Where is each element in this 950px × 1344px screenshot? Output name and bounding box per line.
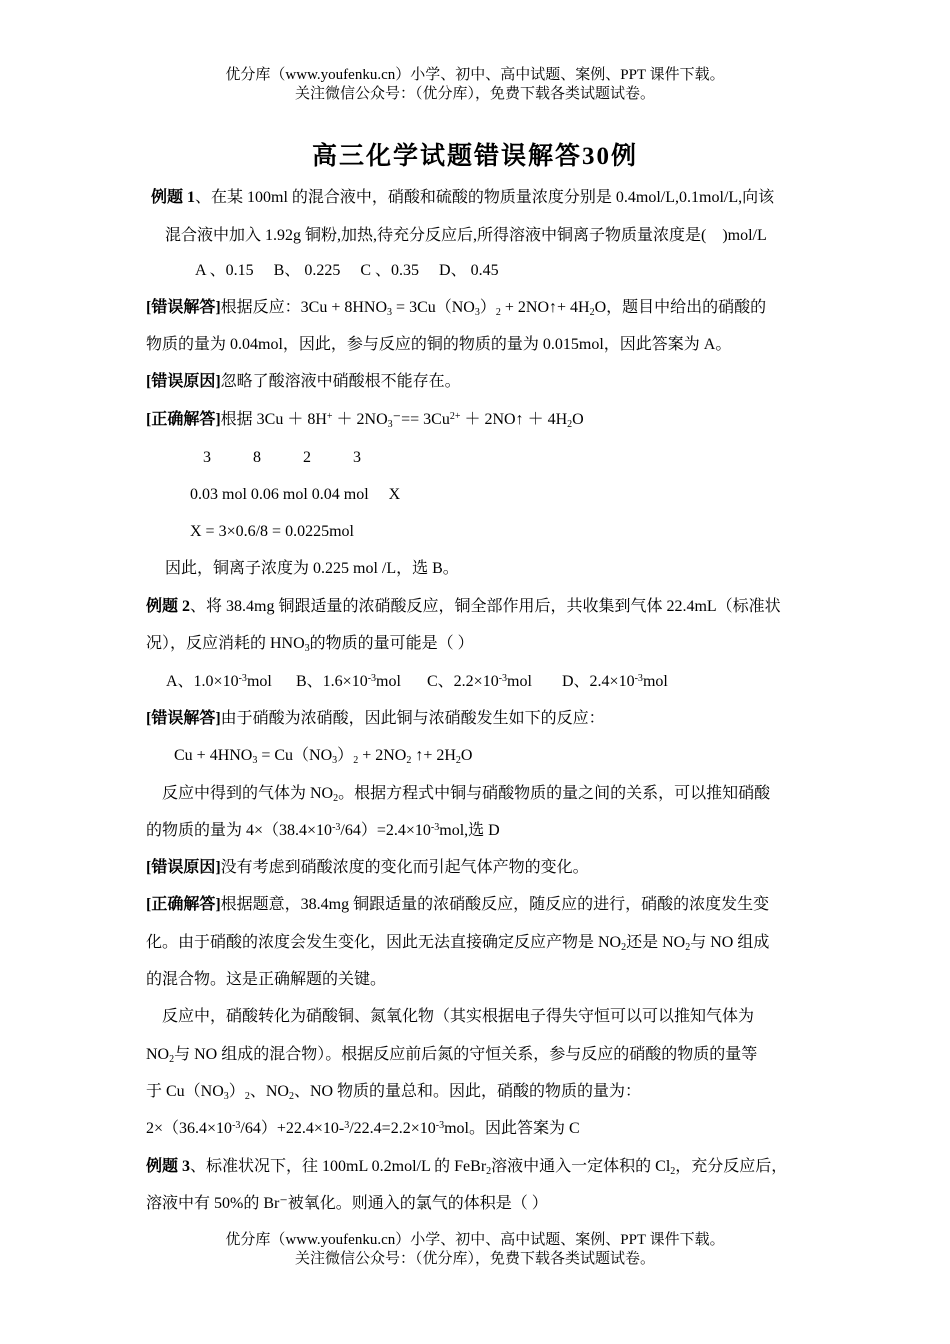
- footer-line-2: 关注微信公众号：（优分库），免费下载各类试题试卷。: [294, 1251, 655, 1267]
- q2-text-line-1: 例题 2、将 38.4mg 铜跟适量的浓硝酸反应，铜全部作用后，共收集到气体 22.4mL（标准状: [146, 598, 781, 615]
- footer-line-1: 优分库（www.youfenku.cn）小学、初中、高中试题、案例、PPT 课件下载。: [225, 1232, 725, 1248]
- header-line-1: 优分库（www.youfenku.cn）小学、初中、高中试题、案例、PPT 课件下载。: [225, 67, 725, 83]
- q1-right-answer: [正确解答]根据 $3Cu + 8H^+ + 2NO_3^-== 3Cu^{2+}$ ＋ 2NO↑ ＋ $4H_2O$: [146, 411, 584, 430]
- q2-option-c: C、$2.2\times 10^{-3}mol$: [427, 673, 532, 690]
- q2-equation: $Cu + 4HNO_3 = Cu(NO_3)_2 + 2NO_2$ ↑+ $2H_2O$: [174, 747, 473, 766]
- q2-option-d: D、$2.4\times 10^{-3}mol$: [562, 673, 668, 690]
- page-title: 高三化学试题错误解答30例: [311, 143, 638, 170]
- q2-gas-line: 反应中得到的气体为 $NO_2$。根据方程式中铜与硝酸物质的量之间的关系，可以推知硝酸: [162, 785, 771, 804]
- header-line-2: 关注微信公众号：（优分库），免费下载各类试题试卷。: [294, 86, 655, 102]
- q1-wrong-answer-line-2: 物质的量为 0.04mol，因此，参与反应的铜的物质的量为 0.015mol，因此答案为 A。: [146, 336, 732, 353]
- q2-paragraph-line-1: 反应中，硝酸转化为硝酸铜、氮氧化物（其实根据电子得失守恒可以可以推知气体为: [162, 1008, 755, 1025]
- q2-amount-line: 的物质的量为 $4\times(38.4\times 10^{-3}/64)=2.4\times 10^{-3}mol$,选 D: [146, 822, 500, 839]
- q1-amounts: 0.03 mol 0.06 mol 0.04 mol X: [190, 486, 401, 503]
- q2-right-answer-line-1: [正确解答]根据题意，38.4mg 铜跟适量的浓硝酸反应，随反应的进行，硝酸的浓度发生变: [146, 896, 770, 913]
- q1-options: A 、0.15 B、 0.225 C 、0.35 D、 0.45: [195, 262, 499, 279]
- q1-calc: X = 3×0.6/8 = 0.0225mol: [190, 523, 354, 540]
- q1-text-line-1: 例题 1、在某 100ml 的混合液中，硝酸和硫酸的物质量浓度分别是 0.4mol/L,0.1mol/L,向该: [151, 189, 775, 206]
- q2-wrong-reason: [错误原因]没有考虑到硝酸浓度的变化而引起气体产物的变化。: [146, 859, 589, 876]
- q2-right-answer-line-3: 的混合物。这是正确解题的关键。: [146, 971, 387, 988]
- q1-wrong-answer-line-1: [错误解答]根据反应：$3Cu + 8HNO_3 = 3Cu(NO_3)_2$ + 2NO↑+ $4H_2O$，题目中给出的硝酸的: [146, 299, 767, 318]
- q2-formula-line: $2\times(36.4\times 10^{-3}/64)+22.4\times 10-^3/22.4=2.2\times 10^{-3}mol$。因此答案为 C: [146, 1120, 580, 1137]
- q2-option-b: B、$1.6\times 10^{-3}mol$: [296, 673, 401, 690]
- q1-text-line-2: 混合液中加入 1.92g 铜粉,加热,待充分反应后,所得溶液中铜离子物质量浓度是( )mol/L: [165, 227, 767, 244]
- q3-text-line-2: 溶液中有 50%的 Br⁻被氧化。则通入的氯气的体积是（ ）: [146, 1195, 548, 1212]
- q1-conclusion: 因此，铜离子浓度为 0.225 mol /L，选 B。: [165, 560, 459, 577]
- q2-text-line-2: 况），反应消耗的 $HNO_3$的物质的量可能是（ ）: [146, 635, 474, 654]
- q2-option-a: A、$1.0\times 10^{-3}mol$: [166, 673, 272, 690]
- q1-ratio: 3 8 2 3: [203, 449, 362, 466]
- q3-text-line-1: 例题 3、标准状况下，往 100mL 0.2mol/L 的 FeBr$_2$溶液中通入一定体积的 $Cl_2$，充分反应后，: [146, 1158, 788, 1177]
- q2-wrong-answer: [错误解答]由于硝酸为浓硝酸，因此铜与浓硝酸发生如下的反应：: [146, 710, 605, 727]
- q2-right-answer-line-2: 化。由于硝酸的浓度会发生变化，因此无法直接确定反应产物是 $NO_2$还是 $NO_2$与 NO 组成: [146, 934, 770, 953]
- q2-paragraph-line-2: $NO_2$与 NO 组成的混合物）。根据反应前后氮的守恒关系，参与反应的硝酸的物质的量等: [146, 1046, 758, 1065]
- q1-wrong-reason: [错误原因]忽略了酸溶液中硝酸根不能存在。: [146, 373, 461, 390]
- q2-paragraph-line-3: 于 $Cu(NO_3)_2$、$NO_2$、NO 物质的量总和。因此，硝酸的物质的量为：: [146, 1083, 642, 1102]
